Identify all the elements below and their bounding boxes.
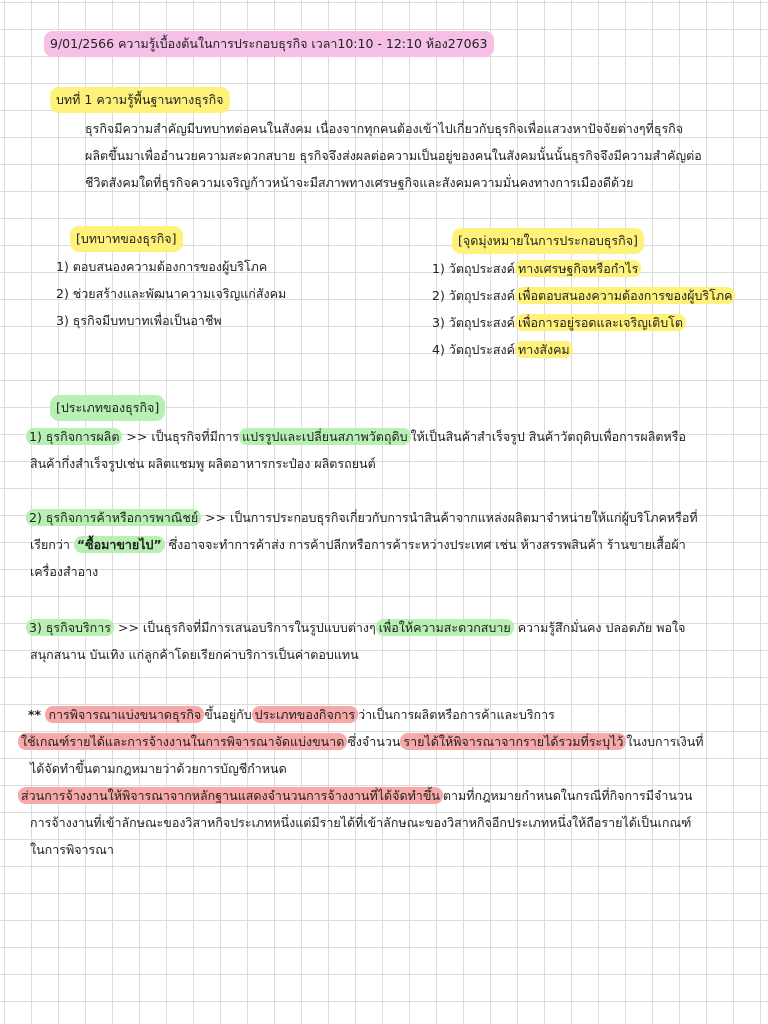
note-highlight-type: ประเภทของกิจการ (252, 706, 358, 723)
goals-item-3-prefix: 3) วัตถุประสงค์ (432, 315, 515, 330)
type-service-text-b: ความรู้สึกมั่นคง ปลอดภัย พอใจ (513, 620, 686, 635)
note-star: ** (28, 707, 46, 722)
types-title: [ประเภทของธุรกิจ] (50, 395, 165, 421)
roles-item-3: 3) ธุรกิจมีบทบาทเพื่อเป็นอาชีพ (56, 313, 222, 328)
type-commerce-text-b: ซึ่งอาจจะทำการค้าส่ง การค้าปลีกหรือการค้าระหว่างประเทศ เช่น ห้างสรรพสินค้า ร้านขายเสื้อผ้า (164, 537, 686, 552)
goals-item-1-highlight: ทางเศรษฐกิจหรือกำไร (515, 260, 641, 277)
note-text-2b: ในงบการเงินที่ (626, 734, 704, 749)
type-commerce-quote: “ซื้อมาขายไป” (74, 536, 165, 553)
roles-item-1: 1) ตอบสนองความต้องการของผู้บริโภค (56, 259, 268, 274)
note-line-3: ได้จัดทำขึ้นตามกฎหมายว่าด้วยการบัญชีกำหนด (30, 761, 287, 776)
page-header: 9/01/2566 ความรู้เบื้องต้นในการประกอบธุรกิจ เวลา10:10 - 12:10 ห้อง27063 (44, 31, 494, 57)
goals-item-2-prefix: 2) วัตถุประสงค์ (432, 288, 515, 303)
type-service-label: 3) ธุรกิจบริการ (26, 619, 114, 636)
type-production-line-1 (26, 423, 686, 450)
type-production-label: 1) ธุรกิจการผลิต (26, 428, 122, 445)
type-production-text-b: ให้เป็นสินค้าสำเร็จรูป สินค้าวัตถุดิบเพื่อการผลิตหรือ (410, 429, 686, 444)
type-production-highlight: แปรรูปและเปลี่ยนสภาพวัตถุดิบ (239, 428, 410, 445)
type-commerce-text: >> เป็นการประกอบธุรกิจเกี่ยวกับการนำสินค้าจากแหล่งผลิตมาจำหน่ายให้แก่ผู้บริโภคหรือที่ (201, 510, 698, 525)
note-line-2 (18, 728, 704, 755)
note-line-4 (18, 782, 692, 809)
note-highlight-size: การพิจารณาแบ่งขนาดธุรกิจ (45, 706, 204, 723)
type-service-line-2: สนุกสนาน บันเทิง แก่ลูกค้าโดยเรียกค่าบริการเป็นค่าตอบแทน (30, 647, 359, 662)
intro-line-2: ผลิตขึ้นมาเพื่ออำนวยความสะดวกสบาย ธุรกิจจึงส่งผลต่อความเป็นอยู่ของคนในสังคมนั้นนั้นธุรกิจจึงมีความสำคัญต่อ (85, 148, 702, 163)
type-production-line-2: สินค้ากึ่งสำเร็จรูปเช่น ผลิตแชมพู ผลิตอาหารกระป๋อง ผลิตรถยนต์ (30, 456, 376, 471)
note-highlight-revenue: รายได้ให้พิจารณาจากรายได้รวมที่ระบุไว้ (400, 733, 626, 750)
note-text-4b: ตามที่กฎหมายกำหนดในกรณีที่กิจการมีจำนวน (442, 788, 693, 803)
type-commerce-text-a: เรียกว่า (30, 537, 74, 552)
type-commerce-line-3: เครื่องสำอาง (30, 564, 99, 579)
goals-item-3 (432, 309, 686, 336)
goals-item-4-highlight: ทางสังคม (515, 341, 573, 358)
goals-item-2 (432, 282, 735, 309)
note-line-1 (28, 701, 555, 728)
type-commerce-label: 2) ธุรกิจการค้าหรือการพาณิชย์ (26, 509, 201, 526)
lesson-title: บทที่ 1 ความรู้พื้นฐานทางธุรกิจ (50, 87, 230, 113)
goals-title: [จุดมุ่งหมายในการประกอบธุรกิจ] (452, 228, 644, 254)
note-text-2a: ซึ่งจำนวน (347, 734, 401, 749)
roles-title: [บทบาทของธุรกิจ] (70, 226, 183, 252)
type-production-text-a: >> เป็นธุรกิจที่มีการ (122, 429, 240, 444)
note-text-1b: ว่าเป็นการผลิตหรือการค้าและบริการ (358, 707, 555, 722)
goals-item-1-prefix: 1) วัตถุประสงค์ (432, 261, 515, 276)
goals-item-4 (432, 336, 573, 363)
note-highlight-employment: ส่วนการจ้างงานให้พิจารณาจากหลักฐานแสดงจำนวนการจ้างงานที่ได้จัดทำขึ้น (18, 787, 443, 804)
type-commerce-line-1 (26, 504, 698, 531)
goals-item-2-highlight: เพื่อตอบสนองความต้องการของผู้บริโภค (515, 287, 735, 304)
intro-line-1: ธุรกิจมีความสำคัญมีบทบาทต่อคนในสังคม เนื่องจากทุกคนต้องเข้าไปเกี่ยวกับธุรกิจเพื่อแสวงหาปัจจัยต่างๆที่ธุรกิจ (85, 121, 684, 136)
goals-item-4-prefix: 4) วัตถุประสงค์ (432, 342, 515, 357)
type-service-text-a: >> เป็นธุรกิจที่มีการเสนอบริการในรูปแบบต่างๆ (114, 620, 376, 635)
goals-item-3-highlight: เพื่อการอยู่รอดและเจริญเติบโต (515, 314, 686, 331)
note-line-5: การจ้างงานที่เข้าลักษณะของวิสาหกิจประเภทหนึ่งแต่มีรายได้ที่เข้าลักษณะของวิสาหกิจอีกประเภทหนึ่งให้ถือรายได้เป็นเกณฑ์ (30, 815, 692, 830)
type-commerce-line-2 (30, 531, 686, 558)
type-service-line-1 (26, 614, 685, 641)
type-service-highlight: เพื่อให้ความสะดวกสบาย (376, 619, 514, 636)
note-text-1a: ขึ้นอยู่กับ (204, 707, 252, 722)
note-highlight-criteria: ใช้เกณฑ์รายได้และการจ้างงานในการพิจารณาจัดแบ่งขนาด (18, 733, 347, 750)
intro-line-3: ชีวิตสังคมใดที่ธุรกิจความเจริญก้าวหน้าจะมีสภาพทางเศรษฐกิจและสังคมความมั่นคงทางการเมืองดีด้วย (85, 175, 634, 190)
note-line-6: ในการพิจารณา (30, 842, 114, 857)
goals-item-1 (432, 255, 641, 282)
roles-item-2: 2) ช่วยสร้างและพัฒนาความเจริญแก่สังคม (56, 286, 287, 301)
